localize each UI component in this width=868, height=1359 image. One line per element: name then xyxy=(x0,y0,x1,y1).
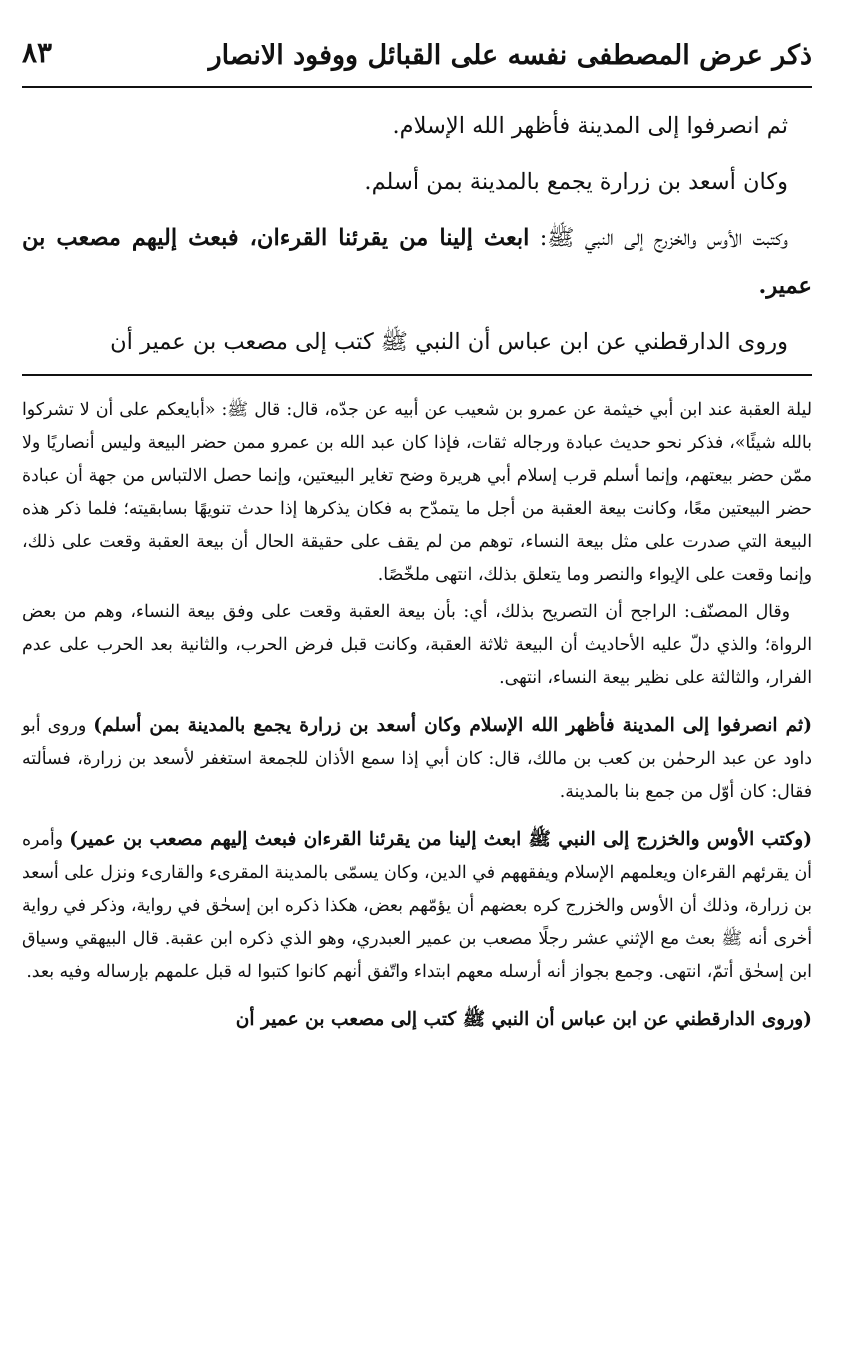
main-paragraph-3-bold: ابعث إلينا من يقرئنا القرءان، فبعث إليهم مصعب بن عمير. xyxy=(22,225,812,299)
commentary-paragraph-4 xyxy=(22,823,812,989)
commentary-paragraph-5 xyxy=(22,1003,812,1037)
commentary-lemma-5: (وروى الدارقطني عن ابن عباس أن النبي ﷺ كتب إلى مصعب بن عمير أن xyxy=(235,1009,812,1030)
commentary-lemma-3: (ثم انصرفوا إلى المدينة فأظهر الله الإسلام وكان أسعد بن زرارة يجمع بالمدينة بمن أسلم) xyxy=(93,715,813,736)
commentary xyxy=(22,394,812,1037)
commentary-lemma-4: (وكتب الأوس والخزرج إلى النبي ﷺ ابعث إلينا من يقرئنا القرءان فبعث إليهم مصعب بن عمير) xyxy=(69,829,812,850)
main-text xyxy=(22,102,812,366)
main-paragraph-3 xyxy=(22,214,812,310)
commentary-paragraph-1: ليلة العقبة عند ابن أبي خيثمة عن عمرو بن شعيب عن أبيه عن جدّه، قال: قال ﷺ: «أبايعكم على أن لا تشركوا بالله شيئًا»، فذكر نحو حديث عبادة ورجاله ثقات، فإذا كان عبد الله بن عمرو ممن حضر البيعة وليس أنصاريًا ولا ممّن حضر بيعتهم، وإنما أسلم قرب إسلام أبي هريرة وضح تغاير البيعتين، وإنما حصل الالتباس من جهة أن عبادة حضر البيعتين معًا، وكانت بيعة العقبة من أجل ما يتمدّح به فكان يذكرها إذا حدث تنويهًا بسابقيته؛ فلما ذكر هذه البيعة التي صدرت على مثل بيعة النساء، توهم من لم يقف على حقيقة الحال أن بيعة العقبة وقعت على ذلك، وإنما وقعت على الإيواء والنصر وما يتعلق بذلك، انتهى ملخّصًا. xyxy=(22,400,812,585)
commentary-text-3: وروى أبو داود عن عبد الرحمٰن بن كعب بن مالك، قال: كان أبي إذا سمع الأذان للجمعة استغفر لأسعد بن زرارة، فسألته فقال: كان أوّل من جمع بنا بالمدينة. xyxy=(22,716,812,802)
main-paragraph-1: ثم انصرفوا إلى المدينة فأظهر الله الإسلام. xyxy=(392,113,788,139)
commentary-paragraph-2: وقال المصنّف: الراجح أن التصريح بذلك، أي: بأن بيعة العقبة وقعت على وفق بيعة النساء، وهم من بعض الرواة؛ والذي دلّ عليه الأحاديث أن البيعة ثلاثة العقبة، وكانت قبل فرض الحرب، والثانية بعد الحرب على عدم الفرار، والثالثة على نظير بيعة النساء، انتهى. xyxy=(22,602,812,688)
chapter-title: ذكر عرض المصطفى نفسه على القبائل ووفود الانصار xyxy=(208,40,812,71)
page-header xyxy=(22,30,812,88)
commentary-paragraph-3 xyxy=(22,709,812,809)
section-divider xyxy=(22,374,812,376)
main-paragraph-3-text: وكتبت الأوس والخزرج إلى النبي ﷺ: xyxy=(529,225,788,251)
main-paragraph-4: وروى الدارقطني عن ابن عباس أن النبي ﷺ كتب إلى مصعب بن عمير أن xyxy=(110,329,788,355)
book-page xyxy=(22,30,812,1041)
page-number: ٨٣ xyxy=(22,36,53,69)
commentary-text-4: وأمره أن يقرئهم القرءان ويعلمهم الإسلام ويفقههم في الدين، وكان يسمّى بالمدينة المقرىء والقارىء ونزل على أسعد بن زرارة، وذلك أن الأوس والخزرج كره بعضهم أن يؤمّهم بعض، هكذا ذكره ابن إسحٰق في رواية، وذكر في رواية أخرى أنه ﷺ بعث مع الإثني عشر رجلًا مصعب بن عمير العبدري، وهو الذي ذكره ابن عقبة. قال البيهقي وسياق ابن إسحٰق أتمّ، انتهى. وجمع بجواز أنه أرسله معهم ابتداء واتّفق أنهم كانوا كتبوا له قبل علمهم بإرساله وفيه بعد. xyxy=(22,830,812,982)
main-paragraph-2: وكان أسعد بن زرارة يجمع بالمدينة بمن أسلم. xyxy=(364,169,788,195)
